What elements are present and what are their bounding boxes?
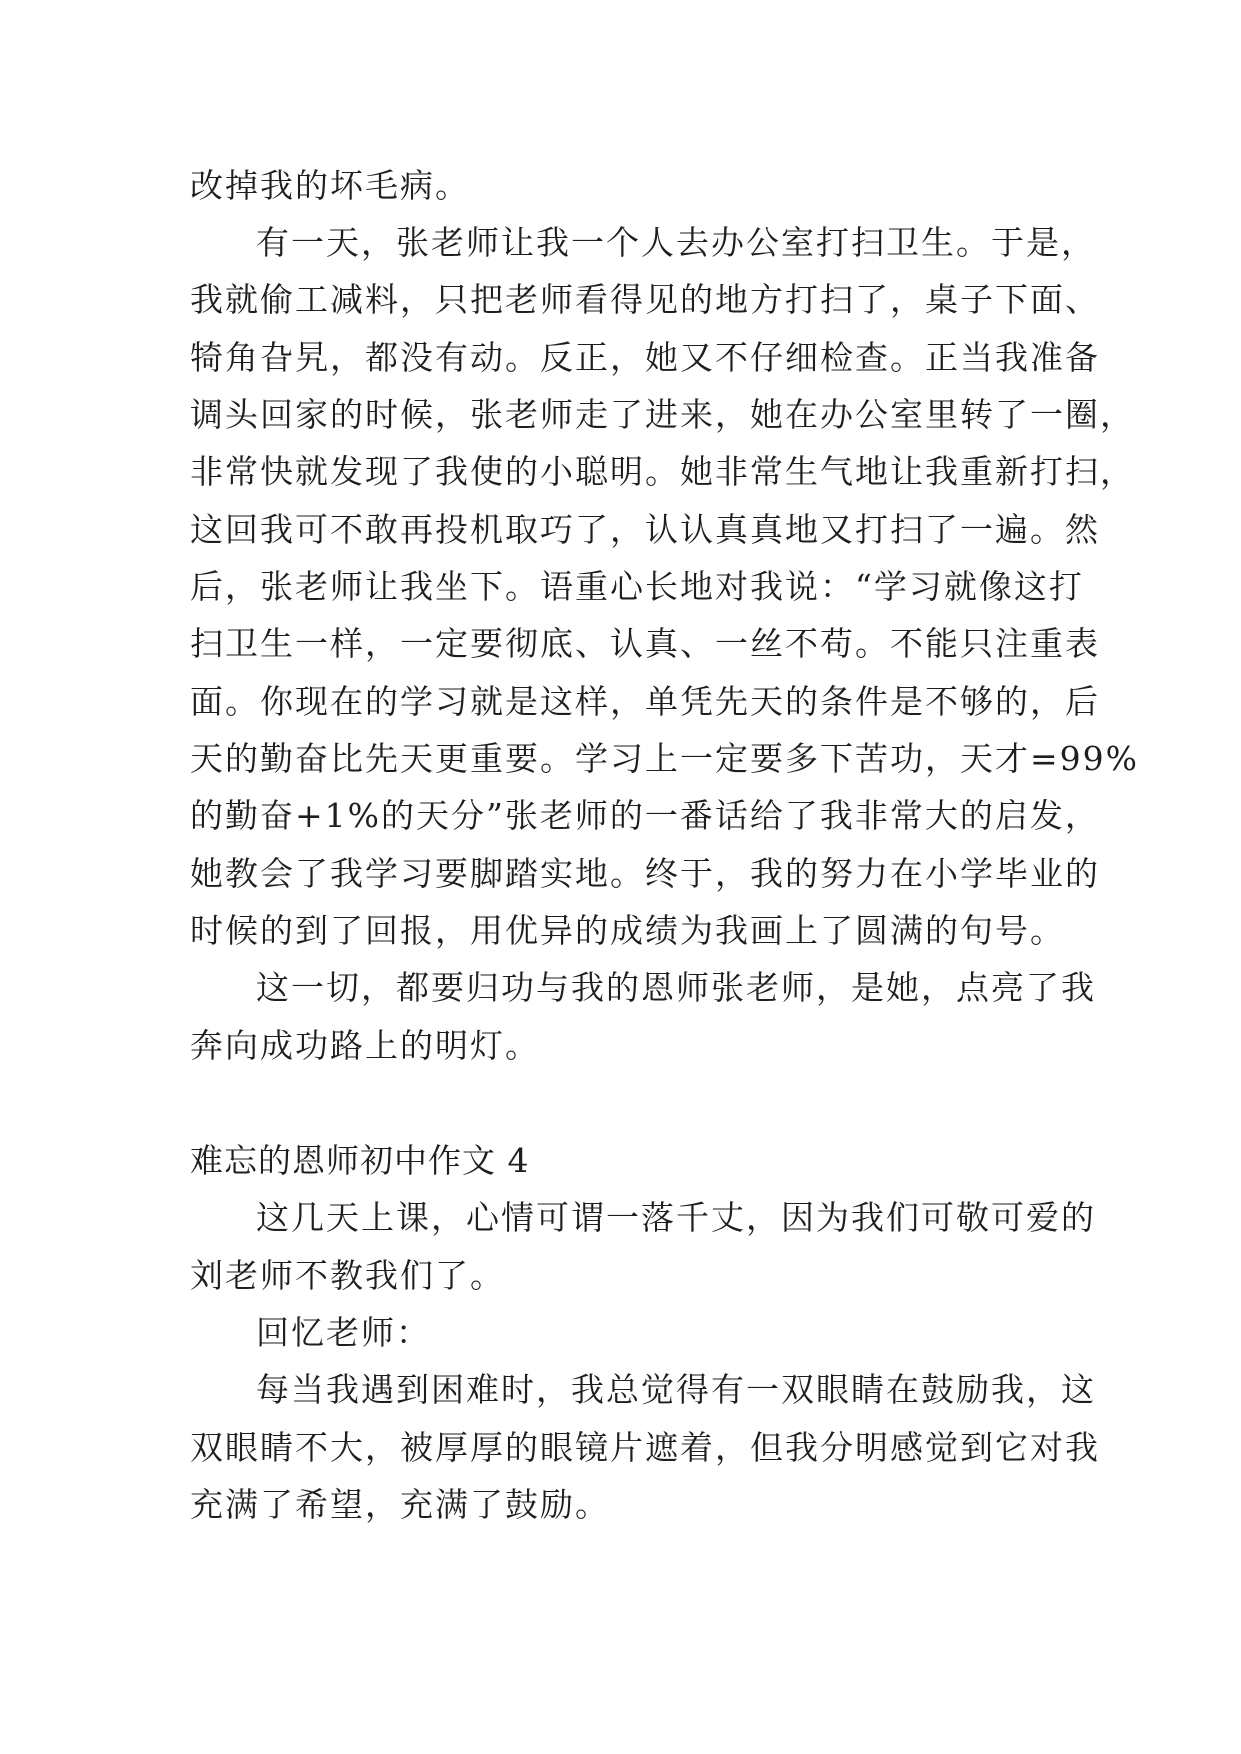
text-line: 天的勤奋比先天更重要。学习上一定要多下苦功，天才=99% bbox=[190, 739, 1139, 778]
paragraph-start-line: 有一天，张老师让我一个人去办公室打扫卫生。于是， bbox=[256, 223, 1096, 262]
text-line: 扫卫生一样，一定要彻底、认真、一丝不苟。不能只注重表 bbox=[190, 624, 1100, 663]
text-line: 面。你现在的学习就是这样，单凭先天的条件是不够的，后 bbox=[190, 682, 1100, 721]
paragraph-start-line: 每当我遇到困难时，我总觉得有一双眼睛在鼓励我，这 bbox=[256, 1370, 1096, 1409]
text-line: 犄角旮旯，都没有动。反正，她又不仔细检查。正当我准备 bbox=[190, 338, 1100, 377]
text-line: 双眼睛不大，被厚厚的眼镜片遮着，但我分明感觉到它对我 bbox=[190, 1428, 1100, 1467]
text-line: 刘老师不教我们了。 bbox=[190, 1256, 505, 1295]
text-line: 的勤奋+1%的天分”张老师的一番话给了我非常大的启发， bbox=[190, 796, 1100, 835]
paragraph-start-line: 这一切，都要归功与我的恩师张老师，是她，点亮了我 bbox=[256, 968, 1096, 1007]
text-line: 这回我可不敢再投机取巧了，认认真真地又打扫了一遍。然 bbox=[190, 510, 1100, 549]
text-line: 我就偷工减料，只把老师看得见的地方打扫了，桌子下面、 bbox=[190, 280, 1100, 319]
section-title: 难忘的恩师初中作文 4 bbox=[190, 1141, 530, 1180]
paragraph-start-line: 这几天上课，心情可谓一落千丈，因为我们可敬可爱的 bbox=[256, 1198, 1096, 1237]
text-line: 后，张老师让我坐下。语重心长地对我说：“学习就像这打 bbox=[190, 567, 1084, 606]
text-line: 非常快就发现了我使的小聪明。她非常生气地让我重新打扫， bbox=[190, 452, 1135, 491]
text-line: 充满了希望，充满了鼓励。 bbox=[190, 1485, 610, 1524]
text-line: 她教会了我学习要脚踏实地。终于，我的努力在小学毕业的 bbox=[190, 854, 1100, 893]
text-line: 改掉我的坏毛病。 bbox=[190, 166, 470, 205]
paragraph-start-line: 回忆老师： bbox=[256, 1313, 431, 1352]
text-line: 调头回家的时候，张老师走了进来，她在办公室里转了一圈， bbox=[190, 395, 1135, 434]
text-line: 奔向成功路上的明灯。 bbox=[190, 1026, 540, 1065]
text-line: 时候的到了回报，用优异的成绩为我画上了圆满的句号。 bbox=[190, 911, 1065, 950]
